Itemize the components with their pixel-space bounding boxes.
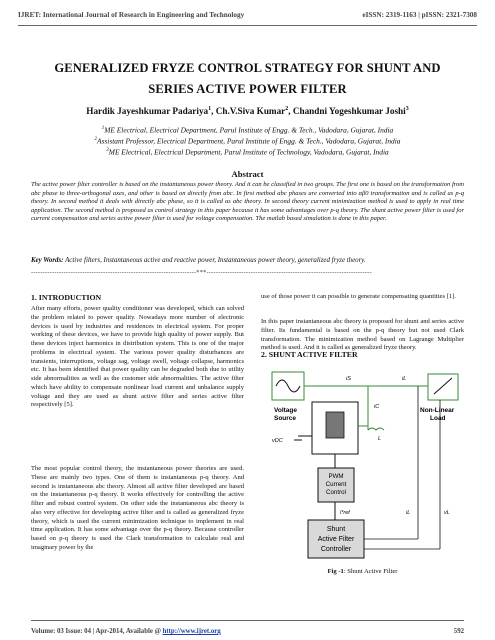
pwm-label-1: PWM xyxy=(328,473,344,480)
keywords-label: Key Words: xyxy=(31,257,64,264)
figure-label: Fig -1 xyxy=(327,568,344,575)
intro-paragraph-1: After many efforts, power quality conditioner was developed, which can solved the problem related to power quality. Nowadays more number of electronic devices is used by industries and residences in electrical system. For proper working of these devices, we have to provide high quality of power supply. But these devices inject harmonics in distribution system. This is one of the major problems in electrical system. The various power quality disturbances are transients, interruptions, voltage sag, voltage swell, voltage collapse, harmonics etc. It has been identified that power quality can be degraded both due to utility side abnormalities as well as the customer side abnormalities. The active filter which have ability to compensate nonlinear load current and unbalance supply voltage and they are used as shunt active filter and series active filter respectively [5]. xyxy=(31,305,244,409)
running-header xyxy=(18,9,477,21)
affiliation-3: $^3$ME Electrical, Electrical Department, Parul Institute of Technology, Vadodara, Gujarat, India xyxy=(106,147,389,157)
vdc-label: vDC xyxy=(272,438,283,444)
author-3: , Chandni Yogeshkumar Joshi xyxy=(288,106,406,117)
nonlinear-load-label-1: Non-Linear xyxy=(420,407,455,414)
title-line-1: GENERALIZED FRYZE CONTROL STRATEGY FOR SHUNT AND xyxy=(54,61,441,75)
authors xyxy=(20,106,475,116)
affiliation-1: $^1$ME Electrical, Electrical Department, Parul Institute of Engg. & Tech., Vadodara, Gujarat, India xyxy=(101,125,394,135)
author-2-sup: 2 xyxy=(285,106,289,112)
ic-label: iC xyxy=(374,404,380,410)
affiliations xyxy=(20,124,475,157)
nonlinear-load-box xyxy=(428,374,458,400)
controller-label-3: Controller xyxy=(320,546,352,553)
abstract-text: The active power filter controller is based on the instantaneous power theory. And it can be classified in two groups. The first one is based on the transformation from abc phase to three-orthogonal axes, and other is based on directly from abc. In first method abc phases are converted into αβ0 transformation and is called as p-q theory. In second method it deals with directly abc phase, so it is called as abc theory. In second theory current minimization method is used to apply in real time application. The second method is proposed as control strategy in this paper because it has some advantages over p-q theory. The shunt active power filter is used for current compensation and series active power filter is used for voltage compensation. The matlab based simulation is done in this paper. xyxy=(31,181,464,222)
keywords-text: Active filters, Instantaneous active and reactive power, Instantaneous power theory, generalized fryze theory. xyxy=(65,257,366,264)
paper-title xyxy=(20,58,475,100)
section-separator: -----------------------------------------------------------------------***----------------------------------------------------------------------- xyxy=(31,269,372,276)
footer-rule xyxy=(31,620,464,621)
voltage-source-label-2: Source xyxy=(274,415,297,422)
page-number: 592 xyxy=(453,628,464,635)
pwm-label-2: Current xyxy=(325,481,347,488)
affiliation-2: $^2$Assistant Professor, Electrical Department, Parul Institute of Engg. & Tech., Vadodara, Gujarat, India xyxy=(94,136,401,146)
section-2-heading: 2. SHUNT ACTIVE FILTER xyxy=(261,350,358,359)
issn: eISSN: 2319-1163 | pISSN: 2321-7308 xyxy=(362,11,477,19)
col2-paragraph-1: use of those power it can possible to generate compensating quantities [1]. xyxy=(261,293,456,300)
il-bottom-label: iL xyxy=(406,510,411,516)
figure-caption-text: : Shunt Active Filter xyxy=(343,568,398,575)
igbt-icon xyxy=(326,412,344,438)
footer-volume: Volume: 03 Issue: 04 | Apr-2014, Available @ http://www.ijret.org xyxy=(31,628,221,635)
author-1: Hardik Jayeshkumar Padariya xyxy=(86,106,209,117)
col2-paragraph-2: In this paper instantaneous abc theory is proposed for shunt and series active filter. Its fundamental is based on the p-q theory but not used Clark transformation. The minimization method based on Lagrange Multiplier method is used. And it is called as generalized fryze theory. xyxy=(261,318,464,352)
is-label: iS xyxy=(346,376,351,382)
iref-label: i*ref xyxy=(340,510,350,516)
section-1-heading: 1. INTRODUCTION xyxy=(31,293,102,302)
vl-label: vL xyxy=(444,510,450,516)
keywords xyxy=(31,256,464,265)
intro-paragraph-2: The most popular control theory, the instantaneous power theories are used. These are mainly two types. One of them is instantaneous p-q theory. And second is instantaneous abc theory. Almost all active filter developed are based on the instantaneous p-q theory. It works effectively for controlling the active filter and robust control system. On other side the instantaneous abc theory is also very effective for developing active filter and is called as generalized fryze theory, which is used the current minimization technique to implement in real time application. It has some advantage over the p-q theory. Because controller based on p-q theory is used the Clark transformation to calculate real and imaginary power by the xyxy=(31,465,244,551)
author-2: , Ch.V.Siva Kumar xyxy=(211,106,286,117)
title-line-2: SERIES ACTIVE POWER FILTER xyxy=(148,82,347,96)
controller-label-2: Active Filter xyxy=(317,536,355,543)
inductor-icon xyxy=(368,428,384,430)
abstract-heading: Abstract xyxy=(231,169,264,179)
header-rule xyxy=(18,25,477,26)
author-1-sup: 1 xyxy=(208,106,212,112)
page-footer xyxy=(31,628,464,635)
il-top-label: iL xyxy=(402,376,407,382)
figure-caption xyxy=(261,568,464,575)
voltage-source-label-1: Voltage xyxy=(274,407,297,414)
author-3-sup: 3 xyxy=(405,106,409,112)
journal-link[interactable]: http://www.ijret.org xyxy=(162,628,221,635)
nonlinear-load-label-2: Load xyxy=(430,415,446,422)
pwm-label-3: Control xyxy=(326,489,346,496)
journal-name: IJRET: International Journal of Research in Engineering and Technology xyxy=(18,11,245,19)
shunt-active-filter-diagram xyxy=(268,364,464,564)
controller-label-1: Shunt xyxy=(326,526,346,533)
l-label: L xyxy=(378,436,382,442)
